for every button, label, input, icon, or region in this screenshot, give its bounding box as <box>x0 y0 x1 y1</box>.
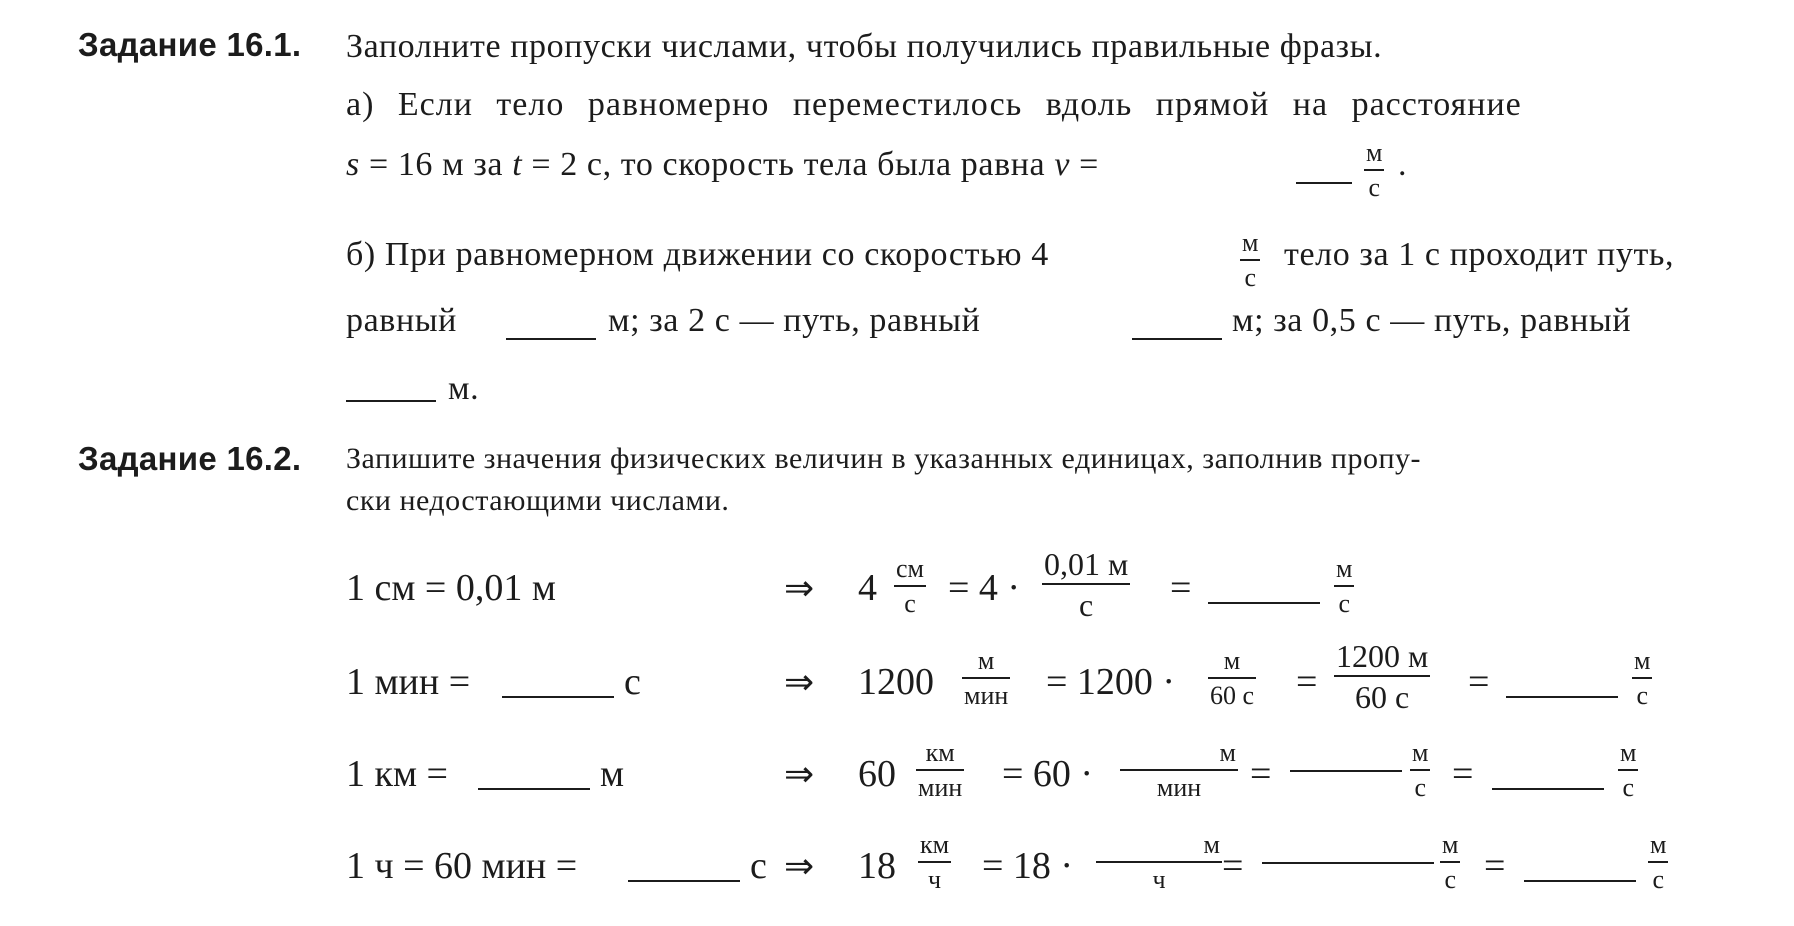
answer-blank-b1[interactable] <box>506 338 596 340</box>
row2-coef: 1200 <box>858 661 934 703</box>
answer-blank-row3-mid[interactable] <box>1290 770 1402 772</box>
row2-left-a: 1 мин = <box>346 661 471 703</box>
task-16-1-b-line2-part3: м; за 0,5 с — путь, равный <box>1232 302 1632 339</box>
row2-eq3: = <box>1468 661 1490 703</box>
answer-blank-row1[interactable] <box>1208 602 1320 604</box>
task-16-1-b-line1-start: б) При равномерном движении со скоростью 4 <box>346 236 1049 273</box>
task-16-1-a-line2 <box>346 146 1099 184</box>
implies-arrow-row1: ⇒ <box>784 568 815 609</box>
row2-unit: м с <box>1634 646 1651 710</box>
answer-blank-row4-mid[interactable] <box>1262 862 1434 864</box>
answer-blank-b3[interactable] <box>346 400 436 402</box>
row1-eq2: = <box>1170 567 1192 609</box>
row4-eq1: = 18 · <box>982 845 1074 887</box>
s-value: = 16 м за <box>368 146 504 183</box>
row4-left-a: 1 ч = 60 мин = <box>346 845 578 887</box>
implies-arrow-row2: ⇒ <box>784 662 815 703</box>
task-16-1-a-line1: а) Если тело равномерно переместилось вдоль прямой на расстояние <box>346 86 1522 123</box>
row3-left-a: 1 км = <box>346 753 448 795</box>
v-equals: = <box>1079 146 1099 183</box>
implies-arrow-row3: ⇒ <box>784 754 815 795</box>
row3-left-b: м <box>600 753 625 795</box>
row4-eq3: = <box>1484 845 1506 887</box>
s-variable: s <box>346 146 360 183</box>
row3-unit: м с <box>1620 738 1637 802</box>
row2-fraction1: м мин <box>964 646 1009 710</box>
answer-blank-a[interactable] <box>1296 182 1352 184</box>
answer-blank-row4-left[interactable] <box>628 880 740 882</box>
answer-blank-row2-left[interactable] <box>502 696 614 698</box>
answer-blank-row2-right[interactable] <box>1506 696 1618 698</box>
sentence-end-a: . <box>1398 146 1408 183</box>
row1-eq1: = 4 · <box>948 567 1021 609</box>
row4-fraction2: м ч <box>1096 832 1222 893</box>
task-16-1-heading: Задание 16.1. <box>78 26 302 63</box>
row4-eq2: = <box>1222 845 1244 887</box>
row1-coef: 4 <box>858 567 877 609</box>
row4-coef: 18 <box>858 845 896 887</box>
row1-unit: м с <box>1336 554 1353 618</box>
row3-eq3: = <box>1452 753 1474 795</box>
row3-fraction2: м мин <box>1120 740 1238 801</box>
row2-eq2: = <box>1296 661 1318 703</box>
row3-fraction1: км мин <box>918 738 963 802</box>
unit-fraction-a: м с <box>1366 138 1383 202</box>
row4-fraction3: м с <box>1442 830 1459 894</box>
unit-fraction-b: м с <box>1242 228 1259 292</box>
task-16-2-intro-line1: Запишите значения физических величин в указанных единицах, заполнив пропу- <box>346 442 1422 475</box>
task-16-1-b-line1-end: тело за 1 с проходит путь, <box>1284 236 1675 273</box>
row3-coef: 60 <box>858 753 896 795</box>
row2-eq1: = 1200 · <box>1046 661 1176 703</box>
row2-fraction2: м 60 с <box>1210 646 1255 710</box>
row2-left-b: с <box>624 661 641 703</box>
task-16-1-b-line3-end: м. <box>448 370 480 407</box>
row2-fraction3: 1200 м 60 с <box>1336 638 1429 715</box>
row4-unit: м с <box>1650 830 1667 894</box>
row1-fraction1: см с <box>896 554 924 618</box>
answer-blank-row3-left[interactable] <box>478 788 590 790</box>
row3-fraction3: м с <box>1412 738 1429 802</box>
t-value: = 2 с, то скорость тела была равна <box>531 146 1046 183</box>
task-16-1-b-line2-part2: м; за 2 с — путь, равный <box>608 302 981 339</box>
task-16-2-heading: Задание 16.2. <box>78 440 302 477</box>
answer-blank-b2[interactable] <box>1132 338 1222 340</box>
row1-fraction2: 0,01 м с <box>1044 546 1129 623</box>
t-variable: t <box>512 146 523 183</box>
v-variable: v <box>1054 146 1071 183</box>
row3-eq2: = <box>1250 753 1272 795</box>
task-16-1-intro: Заполните пропуски числами, чтобы получились правильные фразы. <box>346 28 1383 65</box>
row4-fraction1: км ч <box>920 830 950 894</box>
row3-eq1: = 60 · <box>1002 753 1094 795</box>
task-16-1-b-line2-part1: равный <box>346 302 457 339</box>
row4-left-b: с <box>750 845 767 887</box>
answer-blank-row3-right[interactable] <box>1492 788 1604 790</box>
task-16-2-intro-line2: ски недостающими числами. <box>346 484 730 517</box>
row1-left: 1 см = 0,01 м <box>346 567 556 609</box>
implies-arrow-row4: ⇒ <box>784 846 815 887</box>
answer-blank-row4-right[interactable] <box>1524 880 1636 882</box>
